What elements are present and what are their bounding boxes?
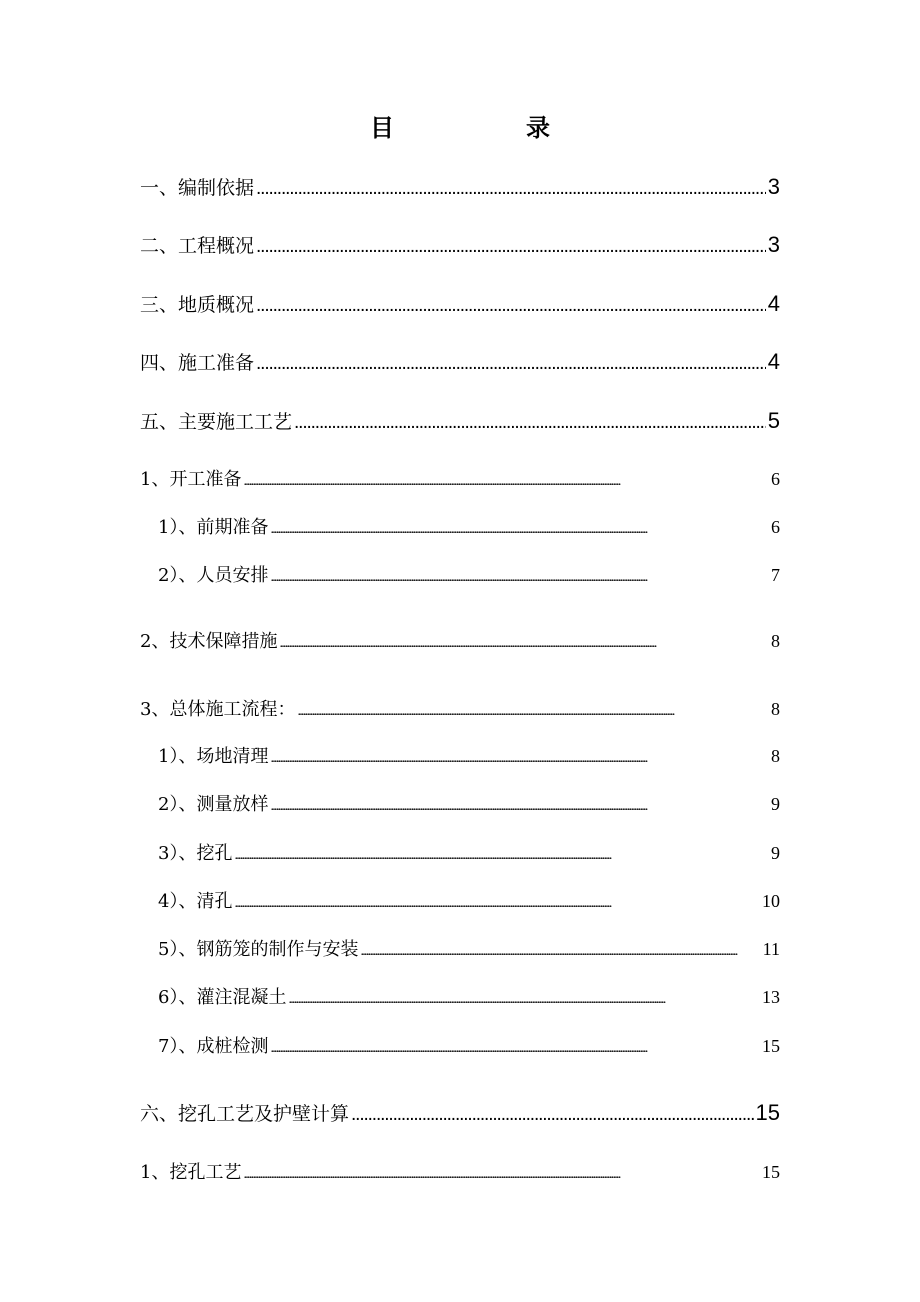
toc-entry[interactable] — [158, 563, 780, 590]
toc-entry[interactable] — [140, 697, 780, 724]
toc-leader-dots — [288, 988, 760, 1012]
toc-entry-label: 2、技术保障措施 — [140, 631, 278, 652]
toc-page-number: 9 — [771, 794, 780, 814]
toc-entry[interactable] — [140, 349, 780, 377]
toc-page-number: 6 — [771, 517, 780, 537]
toc-leader-dots — [256, 176, 766, 202]
toc-page-number: 9 — [771, 843, 780, 863]
toc-entry-label: 六、挖孔工艺及护壁计算 — [140, 1103, 350, 1125]
toc-entry-label: 1、挖孔工艺 — [140, 1162, 242, 1183]
toc-leader-dots — [270, 1037, 760, 1061]
toc-page-number: 8 — [771, 699, 780, 719]
toc-leader-dots — [270, 566, 769, 590]
toc-entry-label: 五、主要施工工艺 — [140, 411, 293, 433]
toc-leader-dots — [256, 351, 766, 377]
toc-entry[interactable] — [140, 1160, 780, 1187]
toc-entry-label: 2）、测量放样 — [158, 794, 269, 815]
toc-entry[interactable] — [158, 744, 780, 771]
toc-leader-dots — [243, 1163, 760, 1187]
toc-entry-label: 四、施工准备 — [140, 352, 255, 374]
toc-entry[interactable] — [158, 889, 780, 916]
toc-entry-label: 7）、成桩检测 — [158, 1036, 269, 1057]
toc-entry[interactable] — [140, 174, 780, 202]
toc-leader-dots — [256, 293, 766, 319]
toc-page-number: 13 — [762, 987, 780, 1007]
toc-leader-dots — [270, 747, 769, 771]
toc-page-number: 7 — [771, 565, 780, 585]
toc-entry-label: 3）、挖孔 — [158, 843, 233, 864]
toc-entry[interactable] — [158, 841, 780, 868]
toc-page-number: 15 — [762, 1036, 780, 1056]
toc-page-number: 11 — [762, 939, 780, 959]
page-title: 目 录 — [370, 113, 604, 142]
toc-page-number: 4 — [767, 291, 780, 316]
toc-leader-dots — [243, 470, 769, 494]
toc-leader-dots — [234, 844, 769, 868]
toc-page-number: 3 — [767, 232, 780, 257]
toc-leader-dots — [270, 795, 769, 819]
toc-page-number: 10 — [762, 891, 780, 911]
toc-leader-dots — [297, 700, 769, 724]
toc-page-number: 4 — [767, 349, 780, 374]
toc-leader-dots — [351, 1102, 754, 1128]
toc-leader-dots — [270, 518, 769, 542]
toc-entry-label: 5）、钢筋笼的制作与安装 — [158, 939, 359, 960]
toc-page-number: 8 — [771, 746, 780, 766]
toc-page-number: 3 — [767, 174, 780, 199]
toc-entry-label: 1）、场地清理 — [158, 746, 269, 767]
toc-entry[interactable] — [140, 1100, 780, 1128]
toc-entry-label: 1、开工准备 — [140, 469, 242, 490]
toc-page-number: 8 — [771, 631, 780, 651]
toc-page-number: 6 — [771, 469, 780, 489]
toc-entry[interactable] — [158, 985, 780, 1012]
toc-entry-label: 二、工程概况 — [140, 235, 255, 257]
toc-entry[interactable] — [158, 1034, 780, 1061]
toc-entry-label: 三、地质概况 — [140, 294, 255, 316]
toc-entry-label: 4）、清孔 — [158, 891, 233, 912]
toc-entry-label: 2）、人员安排 — [158, 565, 269, 586]
toc-entry[interactable] — [158, 792, 780, 819]
toc-leader-dots — [234, 892, 760, 916]
toc-entry[interactable] — [158, 515, 780, 542]
toc-entry-label: 1）、前期准备 — [158, 517, 269, 538]
toc-entry[interactable] — [140, 291, 780, 319]
toc-entry-label: 3、总体施工流程： — [140, 699, 296, 720]
toc-entry[interactable] — [158, 937, 780, 964]
toc-leader-dots — [360, 940, 760, 964]
toc-page-number: 15 — [762, 1162, 780, 1182]
toc-page-number: 5 — [767, 408, 780, 433]
toc-entry-label: 6）、灌注混凝土 — [158, 987, 287, 1008]
toc-leader-dots — [256, 234, 766, 260]
toc-entry[interactable] — [140, 629, 780, 656]
toc-leader-dots — [279, 632, 769, 656]
toc-entry-label: 一、编制依据 — [140, 177, 255, 199]
toc-entry[interactable] — [140, 467, 780, 494]
toc-leader-dots — [294, 410, 766, 436]
toc-entry[interactable] — [140, 408, 780, 436]
toc-page-number: 15 — [755, 1100, 780, 1125]
toc-entry[interactable] — [140, 232, 780, 260]
